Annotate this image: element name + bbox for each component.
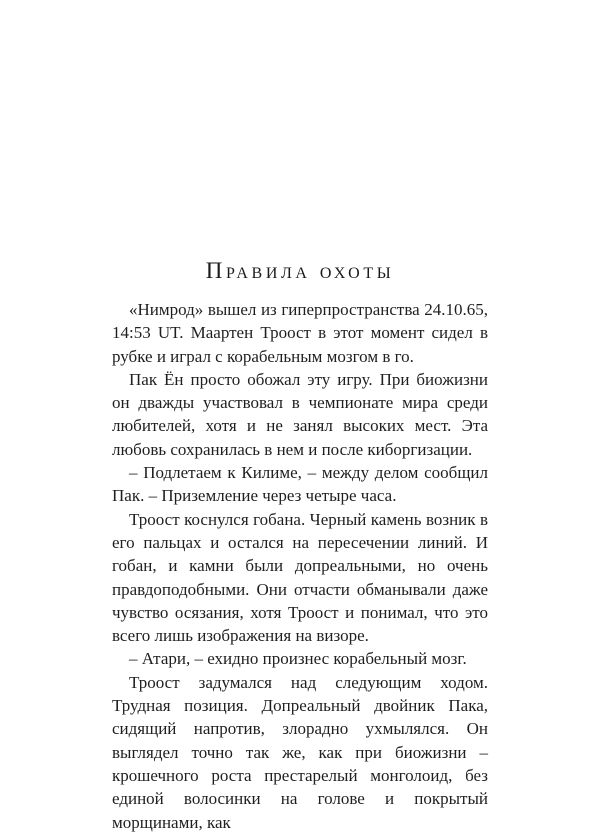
paragraph: – Атари, – ехидно произнес корабельный мозг. [129, 649, 467, 669]
body-text [112, 298, 488, 834]
paragraph: – Подлетаем к Килиме, – между делом сообщил Пак. – Приземление через четыре часа. [112, 463, 488, 506]
paragraph: «Нимрод» вышел из гиперпространства 24.10.65, 14:53 UT. Маартен Троост в этот момент сидел в рубке и играл с корабельным мозгом в го. [112, 300, 488, 366]
paragraph: Пак Ён просто обожал эту игру. При биожизни он дважды участвовал в чемпионате мира среди любителей, хотя и не занял высоких мест. Эта любовь сохранилась в нем и после киборгизации. [112, 369, 488, 459]
paragraph: Троост коснулся гобана. Черный камень возник в его пальцах и остался на пересечении линий. И гобан, и камни были допреальными, но очень правдоподобными. Они отчасти обманывали даже чувство осязания, хотя Троост и понимал, что это всего лишь изображения на визоре. [112, 509, 488, 646]
paragraph: Троост задумался над следующим ходом. Трудная позиция. Допреальный двойник Пака, сидящий напротив, злорадно ухмылялся. Он выглядел точно так же, как при биожизни – крошечного роста престарелый монголоид, без единой волосинки на голове и покрытый морщинами, как [112, 672, 488, 832]
chapter-title: Правила охоты [205, 258, 395, 283]
